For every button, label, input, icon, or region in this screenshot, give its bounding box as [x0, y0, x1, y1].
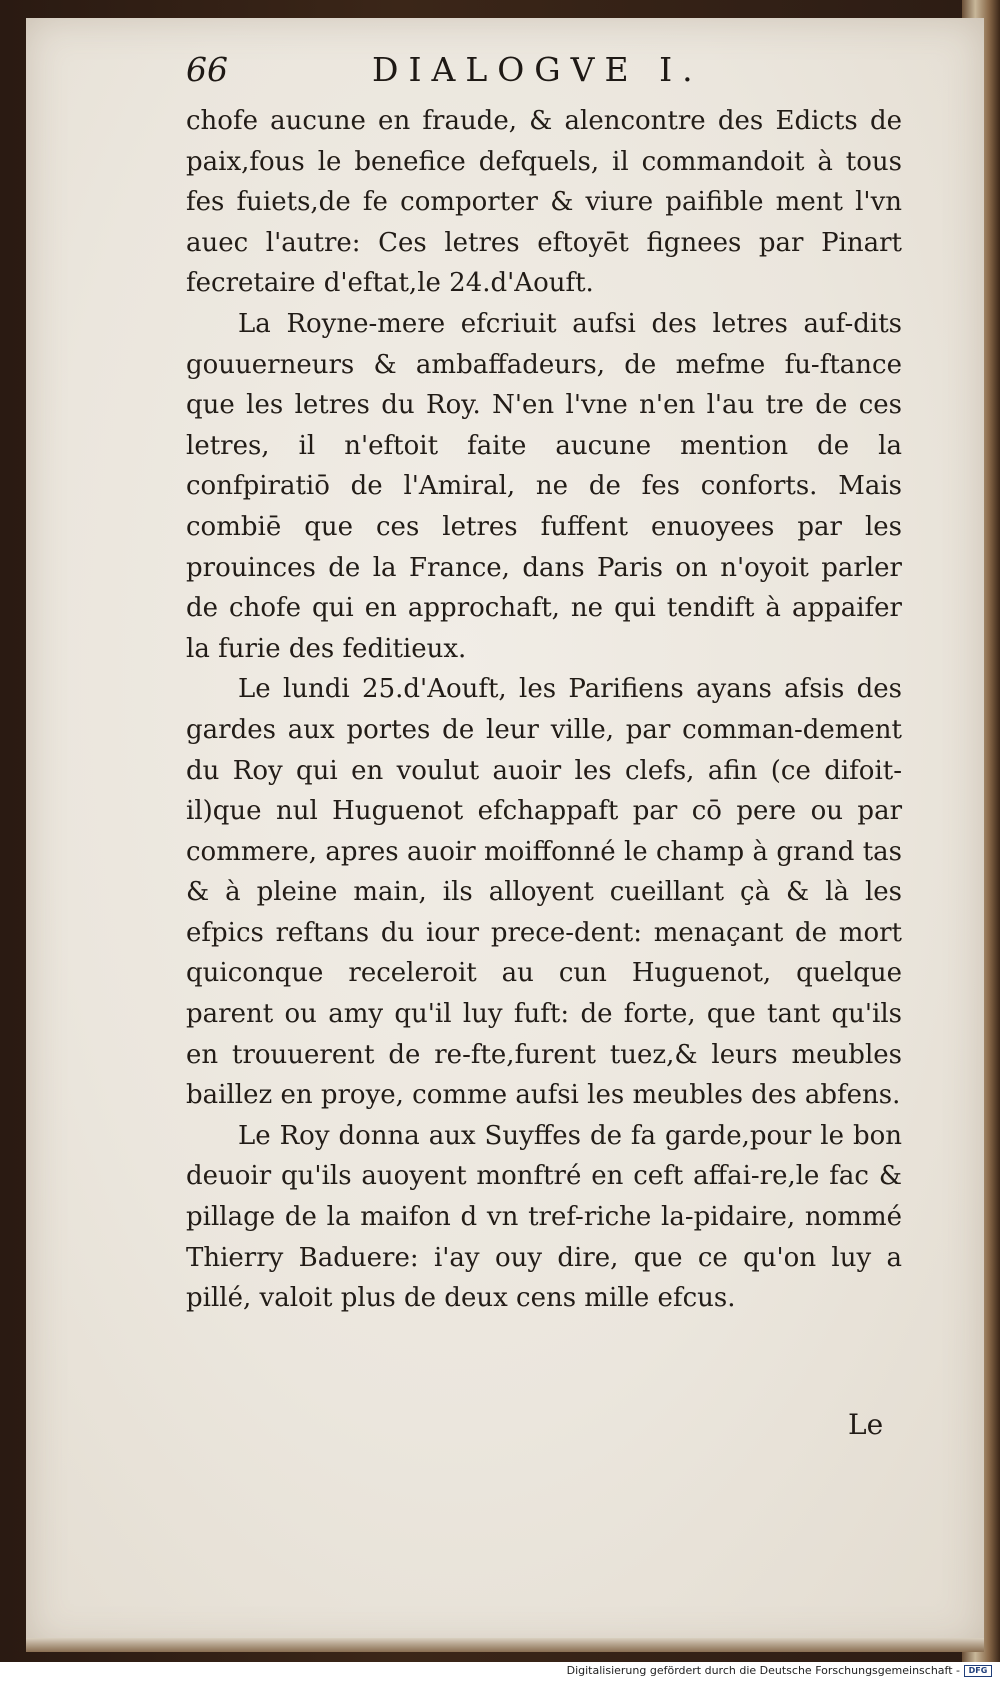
- body-text: [186, 101, 902, 1319]
- catchword: Le: [848, 1408, 884, 1441]
- paragraph: La Royne-mere efcriuit aufsi des letres auf-dits gouuerneurs & ambaffadeurs, de mefme fu-ftance que les letres du Roy. N'en l'vne n'en l'au tre de ces letres, il n'eftoit faite aucune mention de la confpiratiō de l'Amiral, ne de fes conforts. Mais combiē que ces letres fuffent enuoyees par les prouinces de la France, dans Paris on n'oyoit parler de chofe qui en approchaft, ne qui tendift à appaifer la furie des feditieux.: [186, 308, 902, 664]
- paragraph: chofe aucune en fraude, & alencontre des Edicts de paix,fous le benefice defquels, il commandoit à tous fes fuiets,de fe comporter & viure paifible ment l'vn auec l'autre: Ces letres eftoyēt fignees par Pinart fecretaire d'eftat,le 24.d'Aouft.: [186, 106, 902, 299]
- page-bottom-edge: [26, 1638, 984, 1652]
- footer-bar: [0, 1662, 1000, 1681]
- dfg-logo-icon: DFG: [964, 1665, 992, 1677]
- page-number: 66: [186, 50, 228, 89]
- paragraph: Le Roy donna aux Suyffes de fa garde,pour le bon deuoir qu'ils auoyent monftré en ceft affai-re,le fac & pillage de la maifon d vn tref-riche la-pidaire, nommé Thierry Baduere: i'ay ouy dire, que ce qu'on luy a pillé, valoit plus de deux cens mille efcus.: [186, 1120, 902, 1314]
- funding-credit: Digitalisierung gefördert durch die Deutsche Forschungsgemeinschaft -: [566, 1664, 960, 1677]
- page-header-title: DIALOGVE I.: [372, 50, 703, 89]
- running-head: [186, 50, 754, 96]
- paragraph: Le lundi 25.d'Aouft, les Parifiens ayans afsis des gardes aux portes de leur ville, par comman-dement du Roy qui en voulut auoir les clefs, afin (ce difoit-il)que nul Huguenot efchappaft par cō pere ou par commere, apres auoir moiffonné le champ à grand tas & à pleine main, ils alloyent cueillant çà & là les efpics reftans du iour prece-dent: menaçant de mort quiconque receleroit au cun Huguenot, quelque parent ou amy qu'il luy fuft: de forte, que tant qu'ils en trouuerent de re-fte,furent tuez,& leurs meubles baillez en proye, comme aufsi les meubles des abfens.: [186, 674, 902, 1111]
